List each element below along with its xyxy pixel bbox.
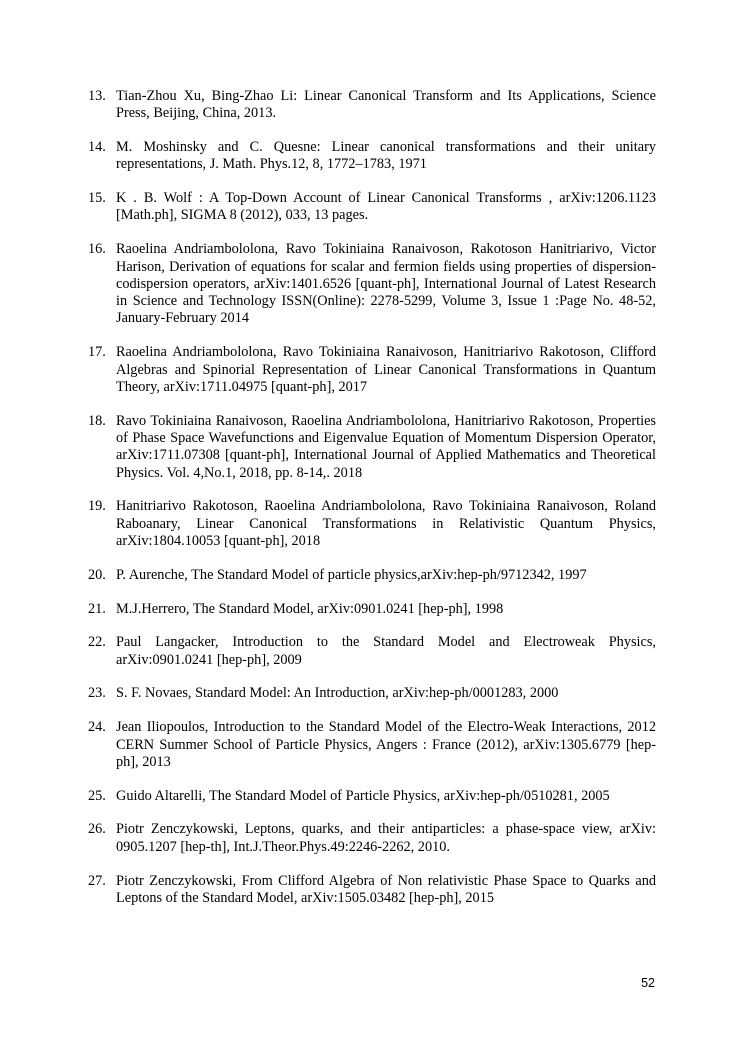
reference-item-20 [88, 567, 656, 584]
reference-number: 24. [88, 719, 106, 736]
reference-number: 19. [88, 498, 106, 515]
reference-text: S. F. Novaes, Standard Model: An Introduction, arXiv:hep-ph/0001283, 2000 [116, 685, 559, 702]
reference-item-14 [88, 139, 656, 174]
reference-number: 21. [88, 600, 106, 617]
reference-item-27 [88, 873, 656, 908]
reference-item-18 [88, 413, 656, 482]
reference-text: P. Aurenche, The Standard Model of particle physics,arXiv:hep-ph/9712342, 1997 [116, 566, 587, 583]
reference-item-21 [88, 601, 656, 618]
reference-item-16 [88, 241, 656, 327]
reference-text: Piotr Zenczykowski, From Clifford Algebra of Non relativistic Phase Space to Quarks and Leptons of the Standard Model, arXiv:1505.03482 [hep-ph], 2015 [116, 872, 656, 906]
reference-text: Hanitriarivo Rakotoson, Raoelina Andriambololona, Ravo Tokiniaina Ranaivoson, Roland Raboanary, Linear Canonical Transformations in Relativistic Quantum Physics, arXiv:1804.10053 [quant-ph], 2018 [116, 498, 656, 549]
reference-item-24 [88, 719, 656, 771]
reference-text: K . B. Wolf : A Top-Down Account of Linear Canonical Transforms , arXiv:1206.1123 [Math.ph], SIGMA 8 (2012), 033, 13 pages. [116, 190, 656, 224]
reference-text: Guido Altarelli, The Standard Model of Particle Physics, arXiv:hep-ph/0510281, 2005 [116, 787, 610, 804]
reference-text: Tian-Zhou Xu, Bing-Zhao Li: Linear Canonical Transform and Its Applications, Science Press, Beijing, China, 2013. [116, 88, 656, 122]
reference-text: M.J.Herrero, The Standard Model, arXiv:0901.0241 [hep-ph], 1998 [116, 600, 504, 617]
reference-item-17 [88, 344, 656, 396]
reference-item-25 [88, 788, 656, 805]
reference-text: Jean Iliopoulos, Introduction to the Standard Model of the Electro-Weak Interactions, 2012 CERN Summer School of Particle Physics, Angers : France (2012), arXiv:1305.6779 [hep-ph], 2013 [116, 719, 656, 770]
reference-item-22 [88, 634, 656, 669]
page-number: 52 [641, 976, 655, 990]
reference-number: 25. [88, 787, 106, 804]
reference-item-23 [88, 685, 656, 702]
reference-text: Raoelina Andriambololona, Ravo Tokiniaina Ranaivoson, Rakotoson Hanitriarivo, Victor Harison, Derivation of equations for scalar and fermion fields using properties of dispersion-codispersion operators, arXiv:1401.6526 [quant-ph], International Journal of Latest Research in Science and Technology ISSN(Online): 2278-5299, Volume 3, Issue 1 :Page No. 48-52, January-February 2014 [116, 241, 656, 327]
reference-text: Raoelina Andriambololona, Ravo Tokiniaina Ranaivoson, Hanitriarivo Rakotoson, Clifford Algebras and Spinorial Representation of Linear Canonical Transformations in Quantum Theory, arXiv:1711.04975 [quant-ph], 2017 [116, 344, 656, 395]
reference-text: Ravo Tokiniaina Ranaivoson, Raoelina Andriambololona, Hanitriarivo Rakotoson, Properties of Phase Space Wavefunctions and Eigenvalue Equation of Momentum Dispersion Operator, arXiv:1711.07308 [quant-ph], International Journal of Applied Mathematics and Theoretical Physics. Vol. 4,No.1, 2018, pp. 8-14,. 2018 [116, 412, 656, 481]
reference-number: 18. [88, 412, 106, 429]
reference-text: Paul Langacker, Introduction to the Standard Model and Electroweak Physics, arXiv:0901.0241 [hep-ph], 2009 [116, 634, 656, 668]
reference-text: Piotr Zenczykowski, Leptons, quarks, and their antiparticles: a phase-space view, arXiv: 0905.1207 [hep-th], Int.J.Theor.Phys.49:2246-2262, 2010. [116, 821, 656, 855]
reference-number: 22. [88, 634, 106, 651]
reference-number: 13. [88, 88, 106, 104]
reference-item-13 [88, 88, 656, 123]
reference-list [88, 88, 656, 924]
reference-item-15 [88, 190, 656, 225]
reference-number: 23. [88, 685, 106, 702]
reference-item-19 [88, 498, 656, 550]
reference-text: M. Moshinsky and C. Quesne: Linear canonical transformations and their unitary representations, J. Math. Phys.12, 8, 1772–1783, 1971 [116, 139, 656, 173]
reference-number: 20. [88, 566, 106, 583]
reference-number: 14. [88, 139, 106, 156]
reference-number: 16. [88, 241, 106, 258]
reference-number: 27. [88, 872, 106, 889]
reference-number: 15. [88, 190, 106, 207]
reference-number: 26. [88, 821, 106, 838]
reference-item-26 [88, 821, 656, 856]
reference-number: 17. [88, 344, 106, 361]
